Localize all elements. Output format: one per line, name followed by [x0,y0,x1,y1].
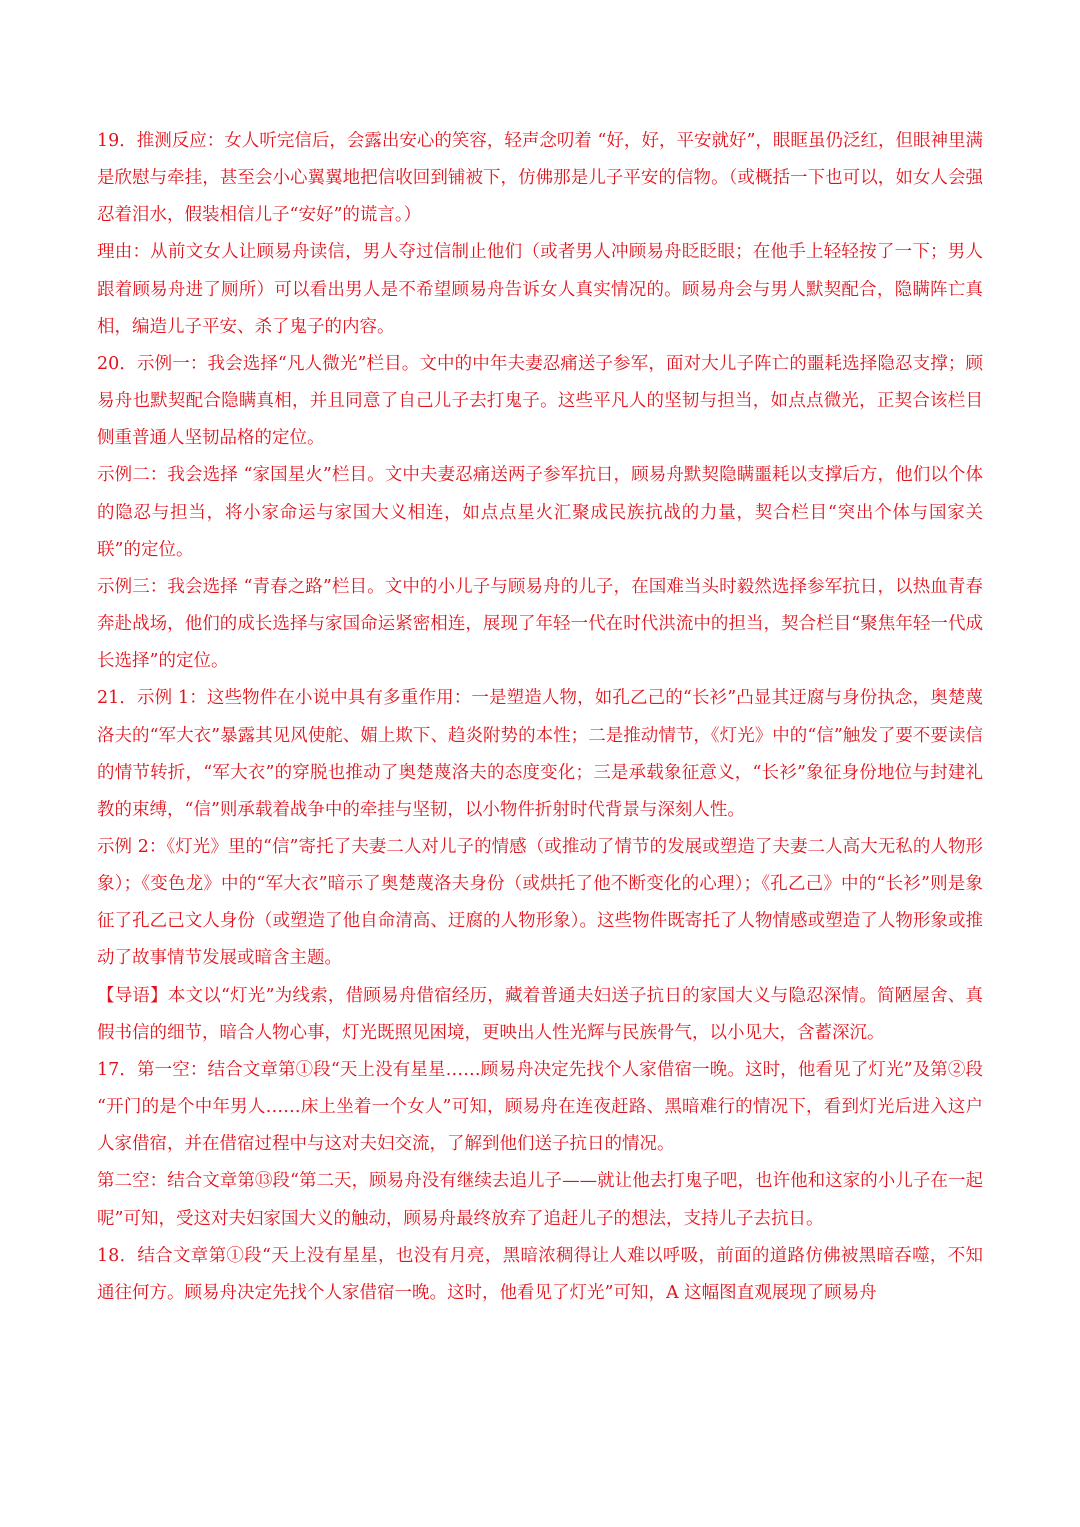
answer-20-example-1-paragraph: 20．示例一：我会选择“凡人微光”栏目。文中的中年夫妻忍痛送子参军，面对大儿子阵亡的噩耗选择隐忍支撑；顾易舟也默契配合隐瞒真相，并且同意了自己儿子去打鬼子。这些平凡人的坚韧与担当，如点点微光，正契合该栏目侧重普通人坚韧品格的定位。 [97,353,983,449]
guide-paragraph: 【导语】本文以“灯光”为线索，借顾易舟借宿经历，藏着普通夫妇送子抗日的家国大义与隐忍深情。简陋屋舍、真假书信的细节，暗合人物心事，灯光既照见困境，更映出人性光辉与民族骨气，以小见大，含蓄深沉。 [97,985,983,1043]
answer-20-example-2-paragraph: 示例二：我会选择 “家国星火”栏目。文中夫妻忍痛送两子参军抗日，顾易舟默契隐瞒噩耗以支撑后方，他们以个体的隐忍与担当，将小家命运与家国大义相连，如点点星火汇聚成民族抗战的力量，契合栏目“突出个体与国家关联”的定位。 [97,465,983,560]
answer-19-paragraph: 19．推测反应：女人听完信后，会露出安心的笑容，轻声念叨着 “好，好，平安就好”，眼眶虽仍泛红，但眼神里满是欣慰与牵挂，甚至会小心翼翼地把信收回到铺被下，仿佛那是儿子平安的信物。（或概括一下也可以，如女人会强忍着泪水，假装相信儿子“安好”的谎言。） [97,131,983,226]
answer-19-reason-paragraph: 理由：从前文女人让顾易舟读信，男人夺过信制止他们（或者男人冲顾易舟眨眨眼；在他手上轻轻按了一下；男人跟着顾易舟进了厕所）可以看出男人是不希望顾易舟告诉女人真实情况的。顾易舟会与男人默契配合，隐瞒阵亡真相，编造儿子平安、杀了鬼子的内容。 [97,242,983,337]
answer-17-blank-2-paragraph: 第二空：结合文章第⑬段“第二天，顾易舟没有继续去追儿子——就让他去打鬼子吧，也许他和这家的小儿子在一起呢”可知，受这对夫妇家国大义的触动，顾易舟最终放弃了追赶儿子的想法，支持儿子去抗日。 [97,1171,983,1229]
answer-21-example-2-paragraph: 示例 2：《灯光》里的“信”寄托了夫妻二人对儿子的情感（或推动了情节的发展或塑造了夫妻二人高大无私的人物形象）；《变色龙》中的“军大衣”暗示了奥楚蔑洛夫身份（或烘托了他不断变化的心理）；《孔乙己》中的“长衫”则是象征了孔乙己文人身份（或塑造了他自命清高、迂腐的人物形象）。这些物件既寄托了人物情感或塑造了人物形象或推动了故事情节发展或暗含主题。 [97,836,983,969]
answer-18-paragraph: 18．结合文章第①段“天上没有星星，也没有月亮，黑暗浓稠得让人难以呼吸，前面的道路仿佛被黑暗吞噬，不知通往何方。顾易舟决定先找个人家借宿一晚。这时，他看见了灯光”可知，A 这幅图直观展现了顾易舟 [97,1245,983,1303]
answer-20-example-3-paragraph: 示例三：我会选择 “青春之路”栏目。文中的小儿子与顾易舟的儿子，在国难当头时毅然选择参军抗日，以热血青春奔赴战场，他们的成长选择与家国命运紧密相连，展现了年轻一代在时代洪流中的担当，契合栏目“聚焦年轻一代成长选择”的定位。 [97,576,983,672]
answer-21-example-1-paragraph: 21．示例 1：这些物件在小说中具有多重作用：一是塑造人物，如孔乙己的“长衫”凸显其迂腐与身份执念，奥楚蔑洛夫的“军大衣”暴露其见风使舵、媚上欺下、趋炎附势的本性；二是推动情节，《灯光》中的“信”触发了要不要读信的情节转折，“军大衣”的穿脱也推动了奥楚蔑洛夫的态度变化；三是承载象征意义，“长衫”象征身份地位与封建礼教的束缚，“信”则承载着战争中的牵挂与坚韧，以小物件折射时代背景与深刻人性。 [97,688,983,820]
answer-text-block [97,123,983,1312]
answer-17-blank-1-paragraph: 17．第一空：结合文章第①段“天上没有星星……顾易舟决定先找个人家借宿一晚。这时，他看见了灯光”及第②段 “开门的是个中年男人……床上坐着一个女人”可知，顾易舟在连夜赶路、黑暗难行的情况下，看到灯光后进入这户人家借宿，并在借宿过程中与这对夫妇交流，了解到他们送子抗日的情况。 [97,1059,983,1155]
